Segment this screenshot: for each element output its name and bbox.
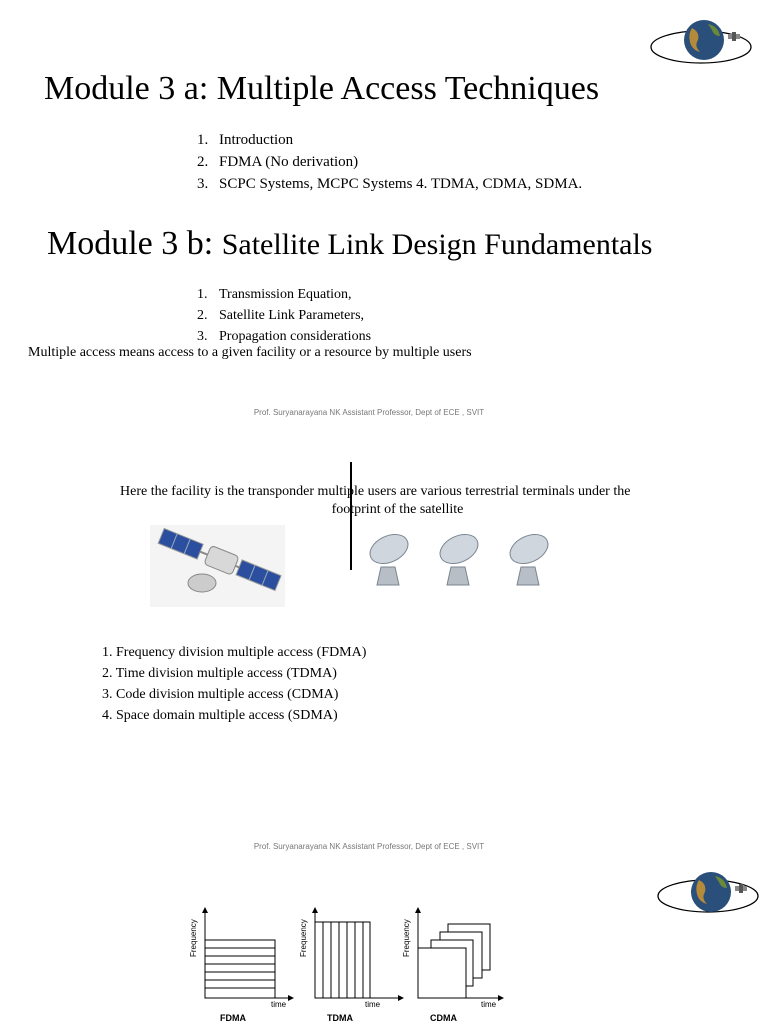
svg-text:Frequency: Frequency bbox=[189, 919, 198, 957]
list-item: 1. Introduction bbox=[197, 132, 294, 148]
svg-text:TDMA: TDMA bbox=[327, 1013, 353, 1023]
definition-text: Multiple access means access to a given facility or a resource by multiple users bbox=[28, 345, 472, 360]
svg-text:CDMA: CDMA bbox=[430, 1013, 457, 1023]
list-item: 3. Code division multiple access (CDMA) bbox=[102, 687, 339, 702]
svg-text:FDMA: FDMA bbox=[220, 1013, 246, 1023]
list-item: 3. SCPC Systems, MCPC Systems 4. TDMA, CDMA, SDMA. bbox=[197, 176, 583, 192]
module-a-title: Module 3 a: Multiple Access Techniques bbox=[44, 70, 600, 107]
list-item: 2. Time division multiple access (TDMA) bbox=[102, 666, 337, 681]
svg-text:time: time bbox=[271, 1000, 287, 1009]
list-item: 1. Frequency division multiple access (FDMA) bbox=[102, 645, 367, 660]
module-b-title: Module 3 b: Satellite Link Design Fundamentals bbox=[47, 225, 653, 262]
list-item: 1. Transmission Equation, bbox=[197, 287, 352, 302]
dish-antenna-icon bbox=[365, 527, 565, 591]
tdma-diagram bbox=[299, 910, 401, 1023]
list-item: 3. Propagation considerations bbox=[197, 329, 372, 344]
list-item: 2. FDMA (No derivation) bbox=[197, 154, 359, 170]
multiple-access-diagrams bbox=[185, 905, 505, 1024]
earth-satellite-orbit-logo bbox=[655, 868, 761, 924]
svg-text:time: time bbox=[365, 1000, 381, 1009]
svg-text:Frequency: Frequency bbox=[299, 919, 308, 957]
access-types-list bbox=[102, 642, 366, 726]
page-footer: Prof. Suryanarayana NK Assistant Professor, Dept of ECE , SVIT bbox=[253, 842, 485, 851]
facility-description: Here the facility is the transponder multiple users are various terrestrial terminals under the footprint of the satellite bbox=[120, 484, 631, 517]
svg-text:Frequency: Frequency bbox=[402, 919, 411, 957]
fdma-diagram bbox=[189, 910, 291, 1023]
satellite-icon bbox=[150, 525, 285, 607]
cdma-diagram bbox=[402, 910, 501, 1023]
module-b-topics bbox=[197, 284, 371, 347]
list-item: 4. Space domain multiple access (SDMA) bbox=[102, 708, 338, 723]
module-a-topics bbox=[197, 129, 582, 195]
page-footer: Prof. Suryanarayana NK Assistant Professor, Dept of ECE , SVIT bbox=[253, 408, 485, 417]
earth-satellite-orbit-logo bbox=[648, 14, 754, 70]
svg-text:time: time bbox=[481, 1000, 497, 1009]
list-item: 2. Satellite Link Parameters, bbox=[197, 308, 365, 323]
